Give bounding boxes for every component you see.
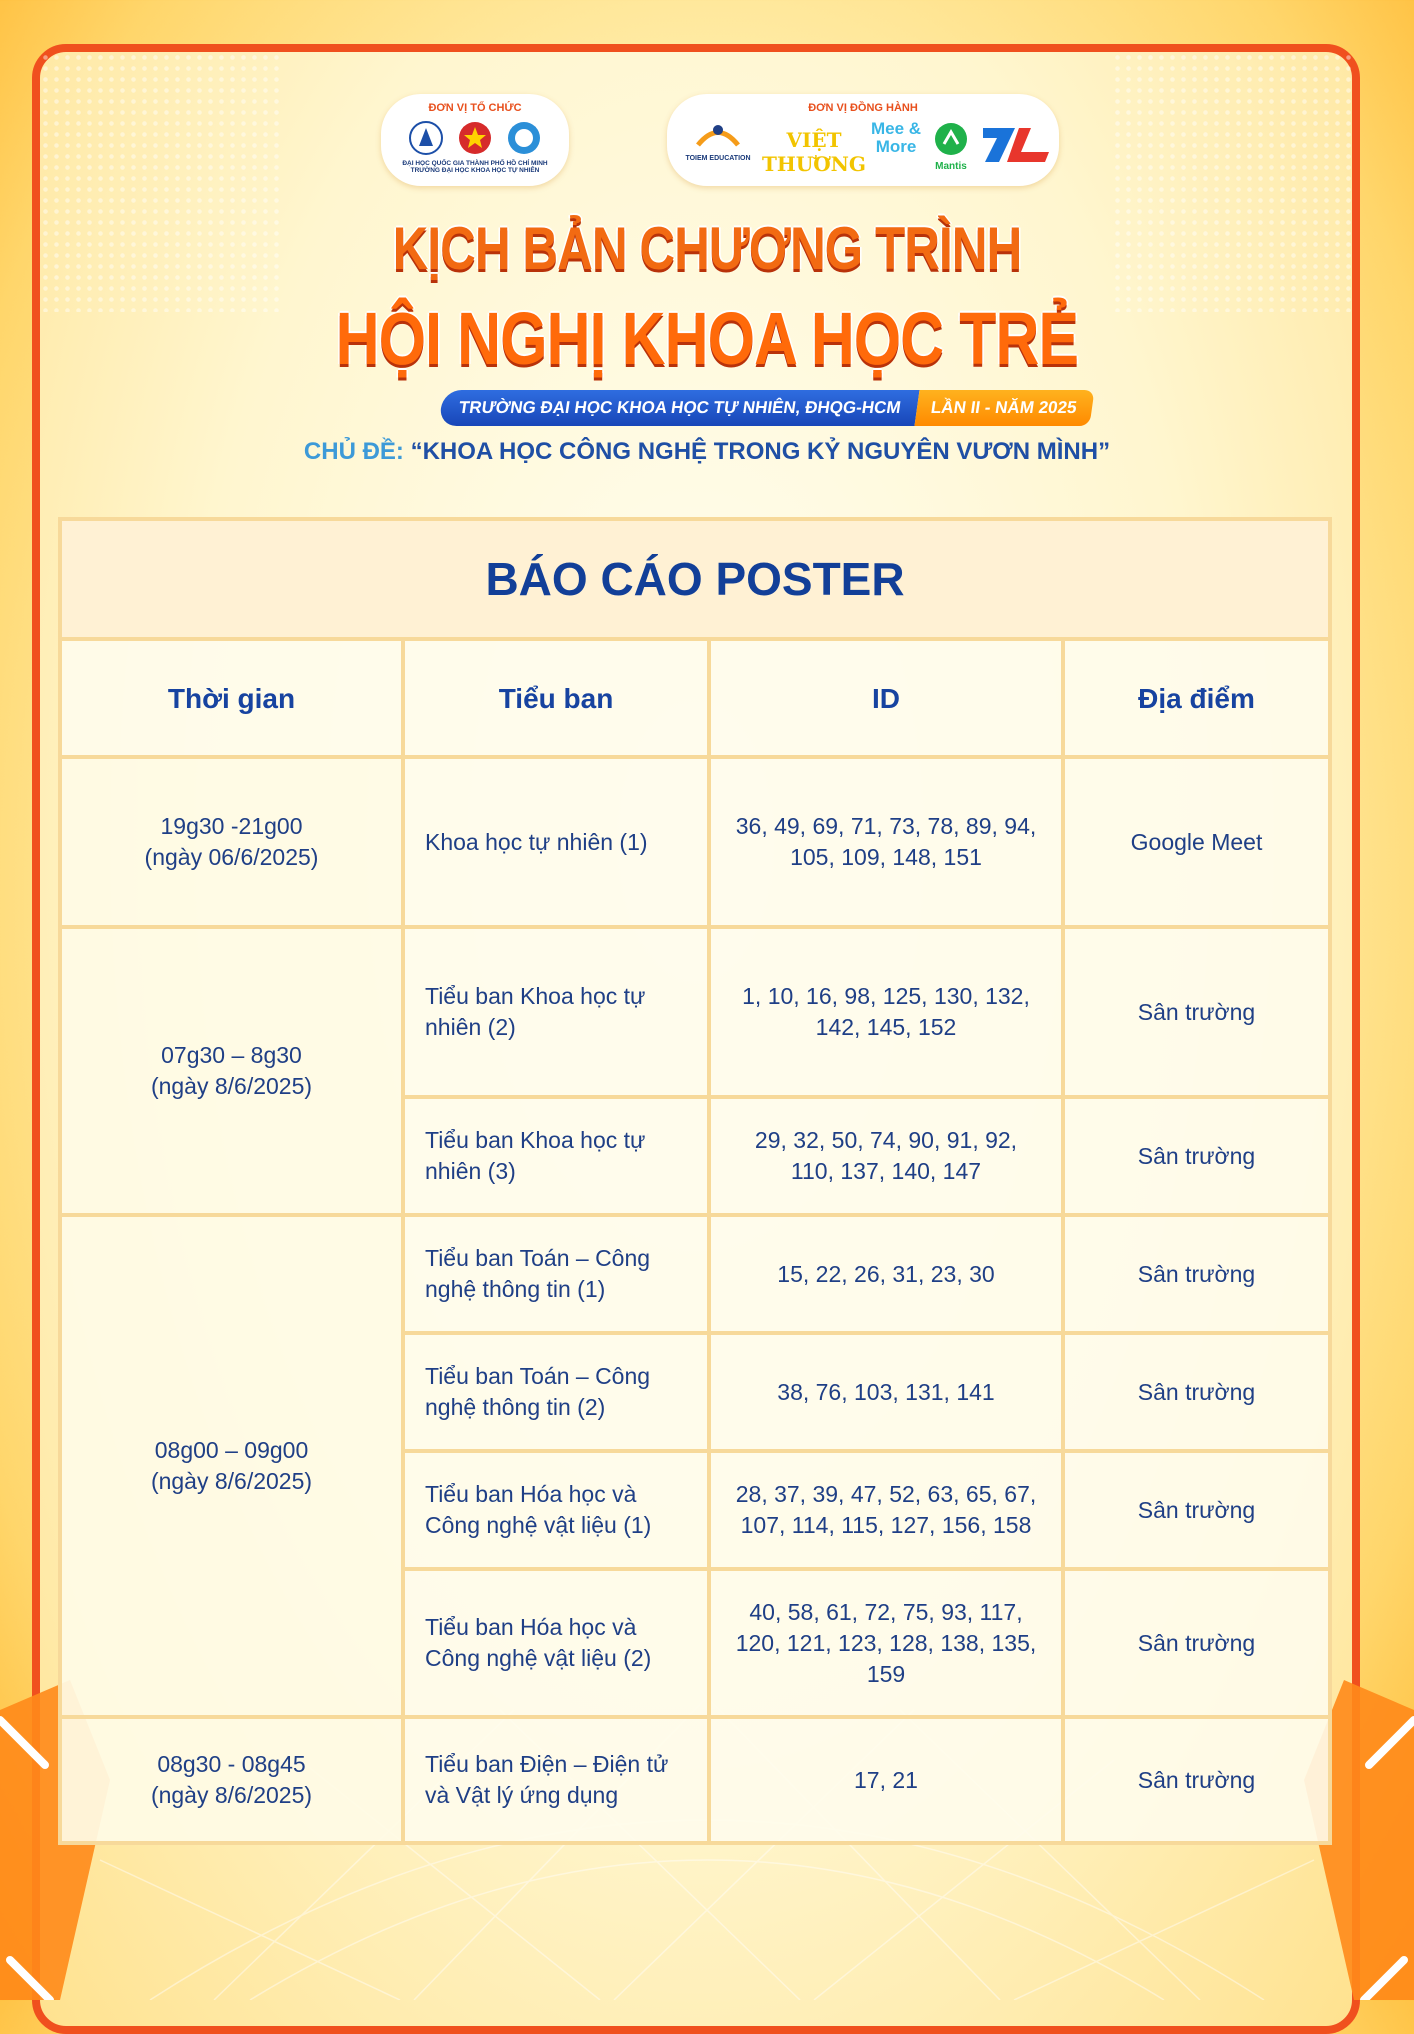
id-cell: 36, 49, 69, 71, 73, 78, 89, 94, 105, 109, 148, 151 [709, 757, 1063, 927]
partner-logo-box [667, 94, 1059, 186]
table-row [60, 1215, 1330, 1333]
time-cell: 08g30 - 08g45 (ngày 8/6/2025) [60, 1717, 403, 1843]
table-header-row [60, 639, 1330, 757]
poster-schedule-table [58, 517, 1332, 1845]
id-cell: 28, 37, 39, 47, 52, 63, 65, 67, 107, 114, 115, 127, 156, 158 [709, 1451, 1063, 1569]
organizer-logo-box [381, 94, 569, 186]
subcommittee-cell: Tiểu ban Điện – Điện tử và Vật lý ứng dụng [403, 1717, 709, 1843]
conference-theme [0, 438, 1414, 466]
location-cell: Sân trường [1063, 1333, 1330, 1451]
column-header-time: Thời gian [60, 639, 403, 757]
ribbon-university: TRƯỜNG ĐẠI HỌC KHOA HỌC TỰ NHIÊN, ĐHQG-HCM [438, 390, 919, 426]
id-cell: 29, 32, 50, 74, 90, 91, 92, 110, 137, 140, 147 [709, 1097, 1063, 1215]
column-header-id: ID [709, 639, 1063, 757]
subcommittee-cell: Tiểu ban Khoa học tự nhiên (2) [403, 927, 709, 1097]
partner-logo-toiem: TOIEM EDUCATION [681, 120, 755, 162]
time-cell: 08g00 – 09g00 (ngày 8/6/2025) [60, 1215, 403, 1717]
program-title: KỊCH BẢN CHƯƠNG TRÌNH [392, 215, 1022, 282]
subcommittee-cell: Tiểu ban Toán – Công nghệ thông tin (1) [403, 1215, 709, 1333]
partner-logo-viet-thuong: VIỆT THƯƠNG [761, 128, 866, 176]
id-cell: 38, 76, 103, 131, 141 [709, 1333, 1063, 1451]
subcommittee-cell: Khoa học tự nhiên (1) [403, 757, 709, 927]
column-header-subcommittee: Tiểu ban [403, 639, 709, 757]
partner-logo-mee-more: Mee & More [870, 119, 922, 156]
subcommittee-cell: Tiểu ban Hóa học và Công nghệ vật liệu (2) [403, 1569, 709, 1717]
id-cell: 40, 58, 61, 72, 75, 93, 117, 120, 121, 123, 128, 138, 135, 159 [709, 1569, 1063, 1717]
subcommittee-cell: Tiểu ban Toán – Công nghệ thông tin (2) [403, 1333, 709, 1451]
table-row [60, 1717, 1330, 1843]
partner-caption: ĐƠN VỊ ĐỒNG HÀNH [808, 102, 918, 114]
location-cell: Sân trường [1063, 1097, 1330, 1215]
id-cell: 17, 21 [709, 1717, 1063, 1843]
partner-logo-mantis: Mantis [925, 122, 977, 172]
theme-prefix: CHỦ ĐỀ: [303, 438, 404, 465]
location-cell: Sân trường [1063, 1451, 1330, 1569]
column-header-location: Địa điểm [1063, 639, 1330, 757]
table-title: BÁO CÁO POSTER [60, 519, 1330, 639]
mantis-logo-icon [934, 122, 968, 156]
id-cell: 1, 10, 16, 98, 125, 130, 132, 142, 145, 152 [709, 927, 1063, 1097]
location-cell: Sân trường [1063, 927, 1330, 1097]
toiem-logo-icon [693, 120, 743, 150]
location-cell: Sân trường [1063, 1717, 1330, 1843]
location-cell: Sân trường [1063, 1215, 1330, 1333]
theme-text: “KHOA HỌC CÔNG NGHỆ TRONG KỶ NGUYÊN VƯƠN MÌNH” [410, 438, 1111, 465]
organizer-text: ĐẠI HỌC QUỐC GIA THÀNH PHỐ HỒ CHÍ MINH TRƯỜNG ĐẠI HỌC KHOA HỌC TỰ NHIÊN [402, 160, 548, 174]
university-ribbon [441, 390, 1092, 426]
subcommittee-cell: Tiểu ban Khoa học tự nhiên (3) [403, 1097, 709, 1215]
partner-logo-7l-icon [979, 122, 1053, 166]
ribbon-edition: LẦN II - NĂM 2025 [914, 390, 1095, 426]
location-cell: Sân trường [1063, 1569, 1330, 1717]
subcommittee-cell: Tiểu ban Hóa học và Công nghệ vật liệu (1) [403, 1451, 709, 1569]
organizer-caption: ĐƠN VỊ TỔ CHỨC [428, 102, 522, 114]
table-row [60, 927, 1330, 1097]
table-row [60, 757, 1330, 927]
conference-title: HỘI NGHỊ KHOA HỌC TRẺ [335, 297, 1079, 380]
time-cell: 07g30 – 8g30 (ngày 8/6/2025) [60, 927, 403, 1215]
id-cell: 15, 22, 26, 31, 23, 30 [709, 1215, 1063, 1333]
time-cell: 19g30 -21g00 (ngày 06/6/2025) [60, 757, 403, 927]
location-cell: Google Meet [1063, 757, 1330, 927]
